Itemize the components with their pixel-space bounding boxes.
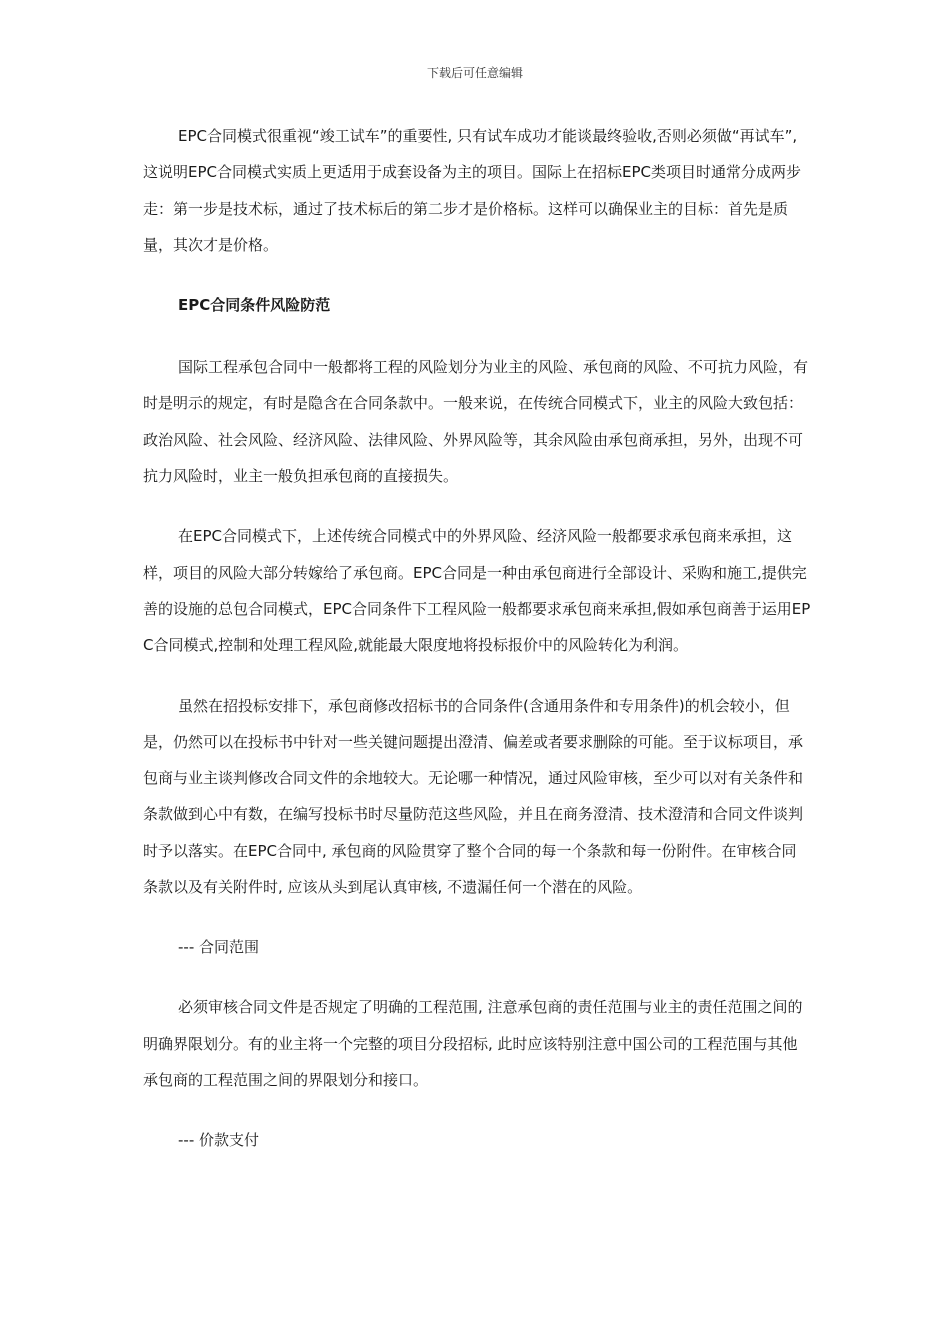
section-heading-risk-prevention: EPC合同条件风险防范 [178, 296, 331, 315]
paragraph-contract-scope: 必须审核合同文件是否规定了明确的工程范围, 注意承包商的责任范围与业主的责任范围之间的明确界限划分。有的业主将一个完整的项目分段招标, 此时应该特别注意中国公司的工程范围与其他承包商的工程范围之间的界限划分和接口。 [143, 998, 803, 1089]
paragraph-risk-allocation: 国际工程承包合同中一般都将工程的风险划分为业主的风险、承包商的风险、不可抗力风险，有时是明示的规定，有时是隐含在合同条款中。一般来说，在传统合同模式下，业主的风险大致包括：政治风险、社会风险、经济风险、法律风险、外界风险等，其余风险由承包商承担，另外，出现不可抗力风险时，业主一般负担承包商的直接损失。 [143, 358, 809, 486]
paragraph-epc-trial-run: EPC合同模式很重视“竣工试车”的重要性, 只有试车成功才能谈最终验收,否则必须做“再试车”, 这说明EPC合同模式实质上更适用于成套设备为主的项目。国际上在招标EPC类项目时通常分成两步走：第一步是技术标，通过了技术标后的第二步才是价格标。这样可以确保业主的目标：首先是质量，其次才是价格。 [143, 127, 801, 254]
document-body [143, 118, 811, 1182]
page-header: 下载后可任意编辑 [426, 66, 523, 80]
paragraph-bid-review: 虽然在招投标安排下，承包商修改招标书的合同条件(含通用条件和专用条件)的机会较小，但是，仍然可以在投标书中针对一些关键问题提出澄清、偏差或者要求删除的可能。至于议标项目，承包商与业主谈判修改合同文件的余地较大。无论哪一种情况，通过风险审核，至少可以对有关条件和条款做到心中有数，在编写投标书时尽量防范这些风险，并且在商务澄清、技术澄清和合同文件谈判时予以落实。在EPC合同中, 承包商的风险贯穿了整个合同的每一个条款和每一份附件。在审核合同条款以及有关附件时, 应该从头到尾认真审核, 不遗漏任何一个潜在的风险。 [143, 696, 804, 897]
paragraph-epc-risk-transfer: 在EPC合同模式下，上述传统合同模式中的外界风险、经济风险一般都要求承包商来承担，这样，项目的风险大部分转嫁给了承包商。EPC合同是一种由承包商进行全部设计、采购和施工,提供完善的设施的总包合同模式，EPC合同条件下工程风险一般都要求承包商来承担,假如承包商善于运用EPC合同模式,控制和处理工程风险,就能最大限度地将投标报价中的风险转化为利润。 [143, 527, 811, 655]
subheading-contract-scope: --- 合同范围 [178, 938, 260, 957]
subheading-payment: --- 价款支付 [178, 1131, 260, 1150]
